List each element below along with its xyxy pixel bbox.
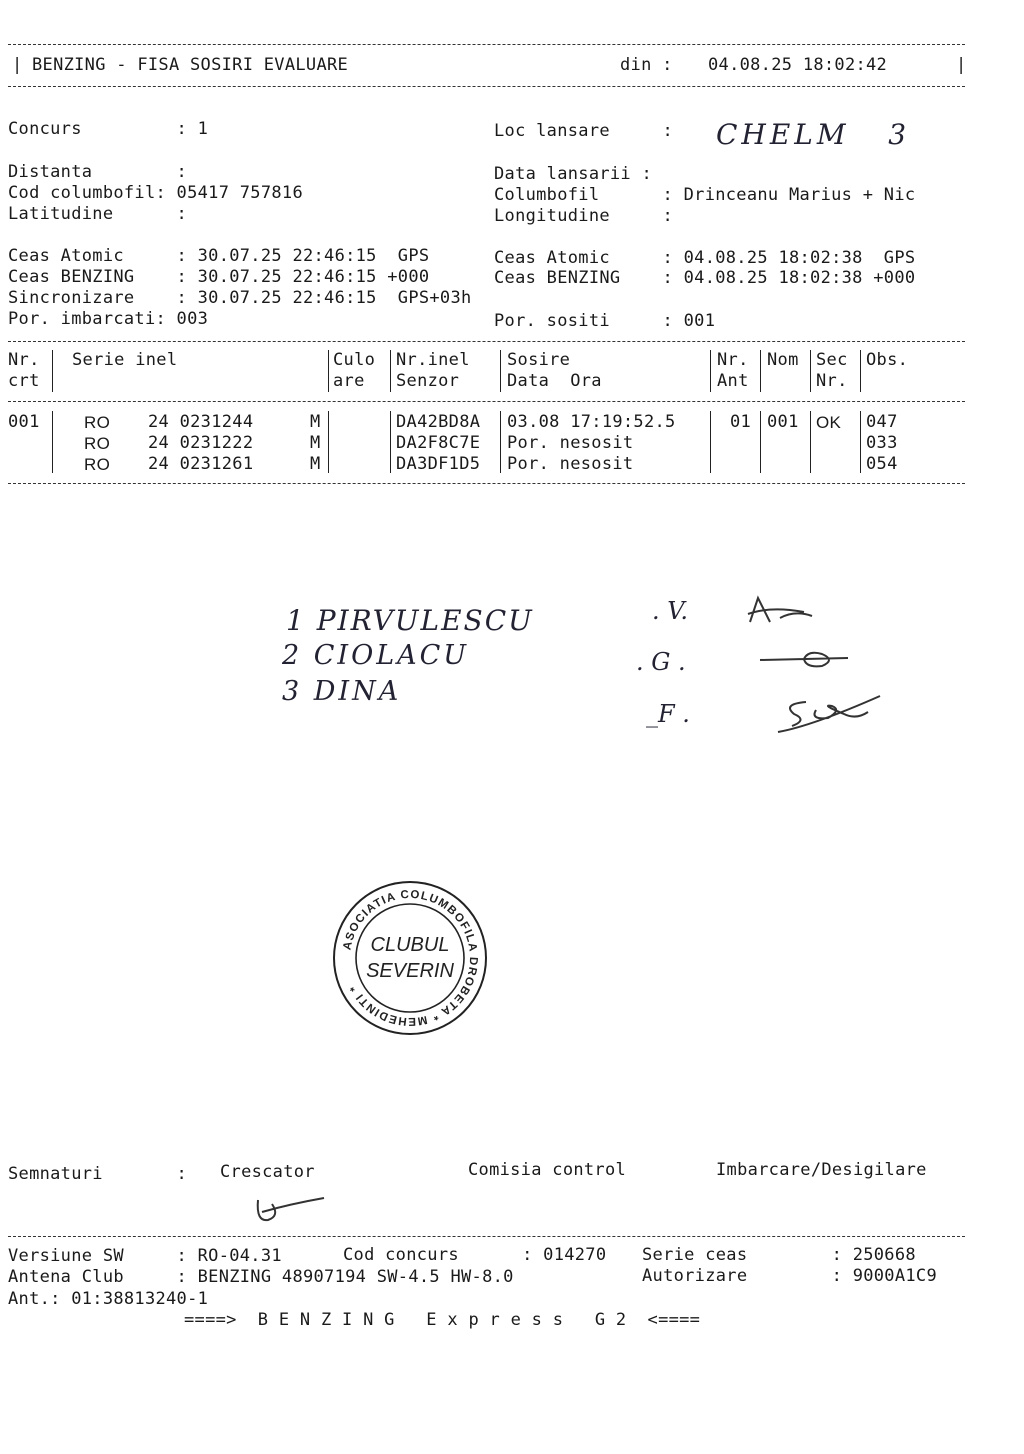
- ring-serial: 24 0231244: [148, 412, 254, 432]
- row-divider: [760, 411, 761, 473]
- imbarcare-label: Imbarcare/Desigilare: [716, 1160, 927, 1180]
- handwritten-mark-f: [772, 690, 892, 740]
- ceas-benzing-right: Ceas BENZING : 04.08.25 18:02:38 +000: [494, 268, 916, 288]
- ceas-atomic-left: Ceas Atomic : 30.07.25 22:46:15 GPS: [8, 246, 430, 266]
- col-header-obs: Obs.: [866, 350, 909, 370]
- row-divider: [710, 411, 711, 473]
- ceas-atomic-right: Ceas Atomic : 04.08.25 18:02:38 GPS: [494, 248, 916, 268]
- col-header-sec-1: Sec: [816, 350, 848, 370]
- col-header-nrant-2: Ant: [717, 371, 749, 391]
- columbofil-field: Columbofil : Drinceanu Marius + Nic: [494, 185, 916, 205]
- cod-concurs: Cod concurs : 014270: [343, 1245, 607, 1265]
- handwritten-mark-v: [740, 592, 820, 632]
- antena-club: Antena Club : BENZING 48907194 SW-4.5 HW-8.0: [8, 1267, 514, 1287]
- ring-serial: 24 0231261: [148, 454, 254, 474]
- handwritten-g: . G .: [636, 648, 686, 676]
- col-header-sosire-2: Data Ora: [507, 371, 602, 391]
- handwritten-line-3: 3 DINA: [282, 676, 402, 707]
- ring-country: RO: [84, 413, 111, 432]
- header-divider: [860, 350, 861, 392]
- header-divider: [710, 350, 711, 392]
- sec-cell: OK: [816, 413, 842, 432]
- sensor-id: DA3DF1D5: [396, 454, 481, 474]
- col-header-culoare-2: are: [333, 371, 365, 391]
- row-divider: [810, 411, 811, 473]
- table-bottom-rule: [8, 483, 965, 484]
- ring-country: RO: [84, 455, 111, 474]
- porumbei-sositi: Por. sositi : 001: [494, 311, 716, 331]
- header-divider: [810, 350, 811, 392]
- page-title: BENZING - FISA SOSIRI EVALUARE: [32, 55, 349, 75]
- ring-sex: M: [310, 412, 321, 432]
- header-right-bar: |: [956, 55, 967, 75]
- table-top-rule: [8, 341, 965, 342]
- row-divider: [328, 411, 329, 473]
- row-divider: [860, 411, 861, 473]
- col-header-sosire-1: Sosire: [507, 350, 571, 370]
- loc-lansare-label: Loc lansare :: [494, 121, 674, 141]
- row-divider: [52, 411, 53, 473]
- stamp-line-2: SEVERIN: [366, 960, 454, 982]
- arrival-time: Por. nesosit: [507, 454, 634, 474]
- crescator-signature: [250, 1192, 330, 1228]
- col-header-nrant-1: Nr.: [717, 350, 749, 370]
- col-header-serie: Serie inel: [72, 350, 178, 370]
- handwritten-line-2: 2 CIOLACU: [282, 640, 470, 671]
- porumbei-imbarcati: Por. imbarcati: 003: [8, 309, 209, 329]
- col-header-sec-2: Nr.: [816, 371, 848, 391]
- row-divider: [500, 411, 501, 473]
- header-divider: [390, 350, 391, 392]
- antena-id: Ant.: 01:38813240-1: [8, 1289, 209, 1309]
- concurs-field: Concurs : 1: [8, 119, 209, 139]
- header-divider: [52, 350, 53, 392]
- ring-sex: M: [310, 454, 321, 474]
- row-divider: [390, 411, 391, 473]
- autorizare: Autorizare : 9000A1C9: [642, 1266, 937, 1286]
- longitudine-field: Longitudine :: [494, 206, 674, 226]
- header-divider: [500, 350, 501, 392]
- col-header-nrinel-2: Senzor: [396, 371, 460, 391]
- ceas-benzing-left: Ceas BENZING : 30.07.25 22:46:15 +000: [8, 267, 430, 287]
- handwritten-line-1: 1 PIRVULESCU: [286, 604, 534, 637]
- obs-cell: 054: [866, 454, 898, 474]
- stamp-ring-text: ASOCIATIA COLUMBOFILA DROBETA * MEHEDINTI *: [341, 888, 480, 1028]
- obs-cell: 033: [866, 433, 898, 453]
- sincronizare-field: Sincronizare : 30.07.25 22:46:15 GPS+03h: [8, 288, 472, 308]
- ring-serial: 24 0231222: [148, 433, 254, 453]
- crescator-label: Crescator: [220, 1162, 315, 1182]
- cod-columbofil-field: Cod columbofil: 05417 757816: [8, 183, 303, 203]
- ring-country: RO: [84, 434, 111, 453]
- semnaturi-label: Semnaturi :: [8, 1164, 188, 1184]
- obs-cell: 047: [866, 412, 898, 432]
- footer-top-rule: [8, 1236, 965, 1237]
- comisia-control-label: Comisia control: [468, 1160, 627, 1180]
- club-stamp: [328, 876, 492, 1040]
- benzing-banner: ====> B E N Z I N G E x p r e s s G 2 <====: [184, 1310, 701, 1330]
- sensor-id: DA42BD8A: [396, 412, 481, 432]
- svg-text:ASOCIATIA COLUMBOFILA DROBETA: [341, 889, 479, 1027]
- header-bottom-rule: [8, 86, 965, 87]
- col-header-nr-1: Nr.: [8, 350, 40, 370]
- distanta-field: Distanta :: [8, 162, 188, 182]
- nr-crt-cell: 001: [8, 412, 40, 432]
- nom-cell: 001: [767, 412, 799, 432]
- arrival-time: 03.08 17:19:52.5: [507, 412, 676, 432]
- din-value: 04.08.25 18:02:42: [708, 55, 888, 75]
- serie-ceas: Serie ceas : 250668: [642, 1245, 916, 1265]
- col-header-nrinel-1: Nr.inel: [396, 350, 470, 370]
- col-header-nr-2: crt: [8, 371, 40, 391]
- header-left-bar: |: [12, 55, 23, 75]
- stamp-line-1: CLUBUL: [370, 934, 450, 956]
- col-header-nom: Nom: [767, 350, 799, 370]
- data-lansarii-field: Data lansarii :: [494, 164, 653, 184]
- versiune-sw: Versiune SW : RO-04.31: [8, 1246, 282, 1266]
- header-top-rule: [8, 44, 965, 45]
- handwritten-v: . V.: [652, 597, 689, 625]
- table-header-rule: [8, 401, 965, 402]
- nr-ant-cell: 01: [730, 412, 752, 432]
- handwritten-mark-g: [752, 644, 862, 674]
- din-label: din :: [620, 55, 673, 75]
- handwritten-f: _F .: [646, 700, 690, 728]
- latitudine-field: Latitudine :: [8, 204, 188, 224]
- header-divider: [328, 350, 329, 392]
- header-divider: [760, 350, 761, 392]
- ring-sex: M: [310, 433, 321, 453]
- sensor-id: DA2F8C7E: [396, 433, 481, 453]
- col-header-culoare-1: Culo: [333, 350, 376, 370]
- arrival-time: Por. nesosit: [507, 433, 634, 453]
- loc-lansare-handwritten: CHELM 3: [716, 118, 911, 151]
